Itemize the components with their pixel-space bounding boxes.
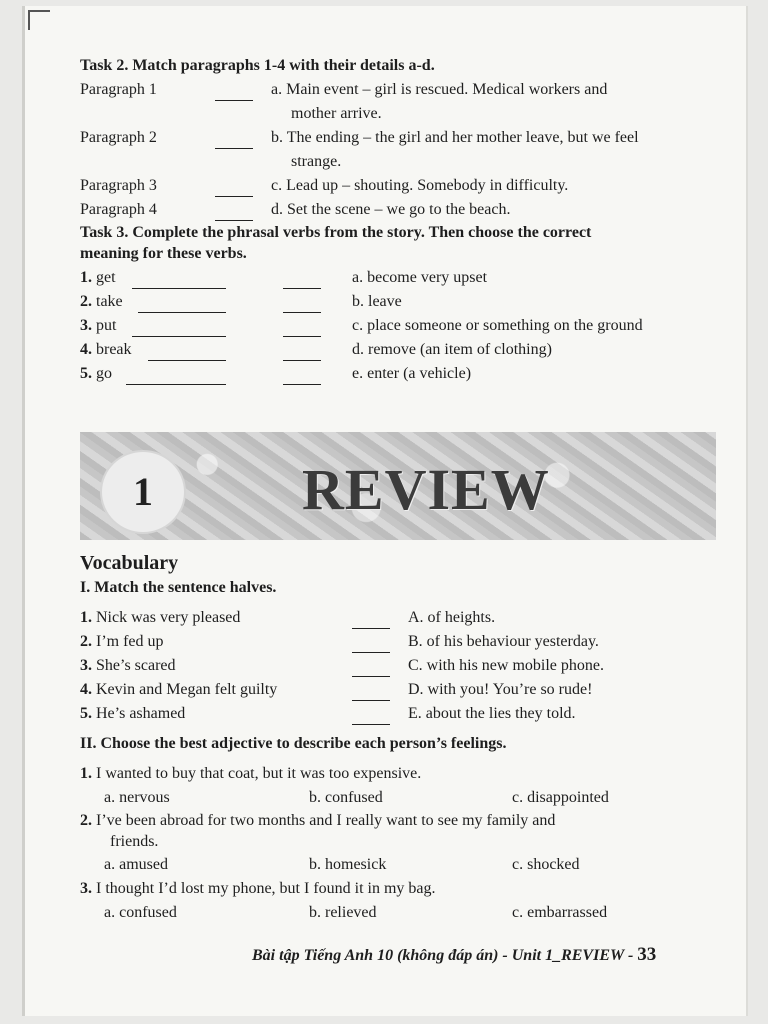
answer-blank[interactable] [283,371,321,385]
verb-blank[interactable] [138,299,226,313]
task3-title: Task 3. Complete the phrasal verbs from the story. Then choose the correct [80,224,592,241]
list-item [80,632,164,652]
verb-blank[interactable] [126,371,226,385]
sentence-ending: C. with his new mobile phone. [408,657,604,674]
sentence-ending: B. of his behaviour yesterday. [408,633,599,650]
list-item [80,608,240,628]
list-item [80,316,116,336]
task3-title-cont: meaning for these verbs. [80,245,247,262]
answer-option[interactable]: c. shocked [512,856,580,873]
answer-blank[interactable] [352,639,390,653]
sentence-start: Kevin and Megan felt guilty [96,681,278,698]
sentence-ending: E. about the lies they told. [408,705,576,722]
list-item [80,364,112,384]
phrasal-verb: go [96,365,112,382]
item-number: 5. [80,365,92,382]
answer-blank[interactable] [215,135,253,149]
item-number: 3. [80,657,92,674]
list-item [80,656,176,676]
verb-blank[interactable] [132,275,226,289]
phrasal-verb: get [96,269,116,286]
answer-option[interactable]: c. embarrassed [512,904,608,921]
answer-option[interactable]: a. nervous [104,789,170,806]
meaning-option: a. become very upset [352,269,488,286]
item-number: 2. [80,293,92,310]
answer-blank[interactable] [352,615,390,629]
answer-option[interactable]: a. confused [104,904,177,921]
sentence-ending: D. with you! You’re so rude! [408,681,593,698]
verb-blank[interactable] [132,323,226,337]
phrasal-verb: break [96,341,132,358]
answer-blank[interactable] [283,275,321,289]
sentence-start: He’s ashamed [96,705,186,722]
question-text: I’ve been abroad for two months and I really want to see my family and [96,812,556,829]
answer-option[interactable]: b. relieved [309,904,377,921]
task2-detail: a. Main event – girl is rescued. Medical workers and [271,81,608,98]
answer-blank[interactable] [283,299,321,313]
task2-detail: d. Set the scene – we go to the beach. [271,201,511,218]
item-number: 1. [80,765,92,782]
section-heading: Vocabulary [80,552,179,574]
item-number: 3. [80,317,92,334]
item-number: 2. [80,812,92,829]
sentence-ending: A. of heights. [408,609,496,626]
list-item [80,704,185,724]
answer-blank[interactable] [352,687,390,701]
meaning-option: e. enter (a vehicle) [352,365,472,382]
answer-blank[interactable] [215,87,253,101]
list-item [80,680,277,700]
list-item [80,268,116,288]
answer-option[interactable]: c. disappointed [512,789,609,806]
page-footer [252,944,656,966]
question [80,811,555,831]
meaning-option: b. leave [352,293,402,310]
task2-title: Task 2. Match paragraphs 1-4 with their details a-d. [80,57,435,74]
list-item [80,292,123,312]
item-number: 4. [80,341,92,358]
answer-blank[interactable] [283,347,321,361]
phrasal-verb: put [96,317,117,334]
answer-option[interactable]: b. homesick [309,856,387,873]
exercise-title: II. Choose the best adjective to describe each person’s feelings. [80,735,507,752]
footer-text: Bài tập Tiếng Anh 10 (không đáp án) - Unit 1_REVIEW - [252,947,634,964]
meaning-option: c. place someone or something on the ground [352,317,643,334]
verb-blank[interactable] [148,347,226,361]
task2-paragraph-label: Paragraph 3 [80,177,157,194]
list-item [80,340,132,360]
answer-blank[interactable] [352,711,390,725]
crop-mark [28,10,50,12]
task2-detail-cont: strange. [291,153,342,170]
item-number: 1. [80,269,92,286]
answer-blank[interactable] [352,663,390,677]
review-title: REVIEW [302,457,550,522]
phrasal-verb: take [96,293,123,310]
exercise-title: I. Match the sentence halves. [80,579,277,596]
question [80,764,421,784]
task2-detail: c. Lead up – shouting. Somebody in difficulty. [271,177,569,194]
question-text-cont: friends. [110,833,159,850]
task2-detail: b. The ending – the girl and her mother leave, but we feel [271,129,639,146]
unit-number: 1 [133,469,153,514]
item-number: 3. [80,880,92,897]
crop-mark [28,10,30,30]
task2-paragraph-label: Paragraph 2 [80,129,157,146]
item-number: 2. [80,633,92,650]
task2-paragraph-label: Paragraph 1 [80,81,157,98]
question [80,879,436,899]
answer-blank[interactable] [215,183,253,197]
sentence-start: Nick was very pleased [96,609,241,626]
answer-option[interactable]: b. confused [309,789,383,806]
answer-blank[interactable] [215,207,253,221]
question-text: I wanted to buy that coat, but it was too expensive. [96,765,422,782]
item-number: 4. [80,681,92,698]
answer-option[interactable]: a. amused [104,856,168,873]
meaning-option: d. remove (an item of clothing) [352,341,552,358]
question-text: I thought I’d lost my phone, but I found it in my bag. [96,880,436,897]
task2-detail-cont: mother arrive. [291,105,382,122]
task2-paragraph-label: Paragraph 4 [80,201,157,218]
answer-blank[interactable] [283,323,321,337]
sentence-start: I’m fed up [96,633,164,650]
item-number: 5. [80,705,92,722]
page-number: 33 [637,944,657,965]
item-number: 1. [80,609,92,626]
sentence-start: She’s scared [96,657,176,674]
